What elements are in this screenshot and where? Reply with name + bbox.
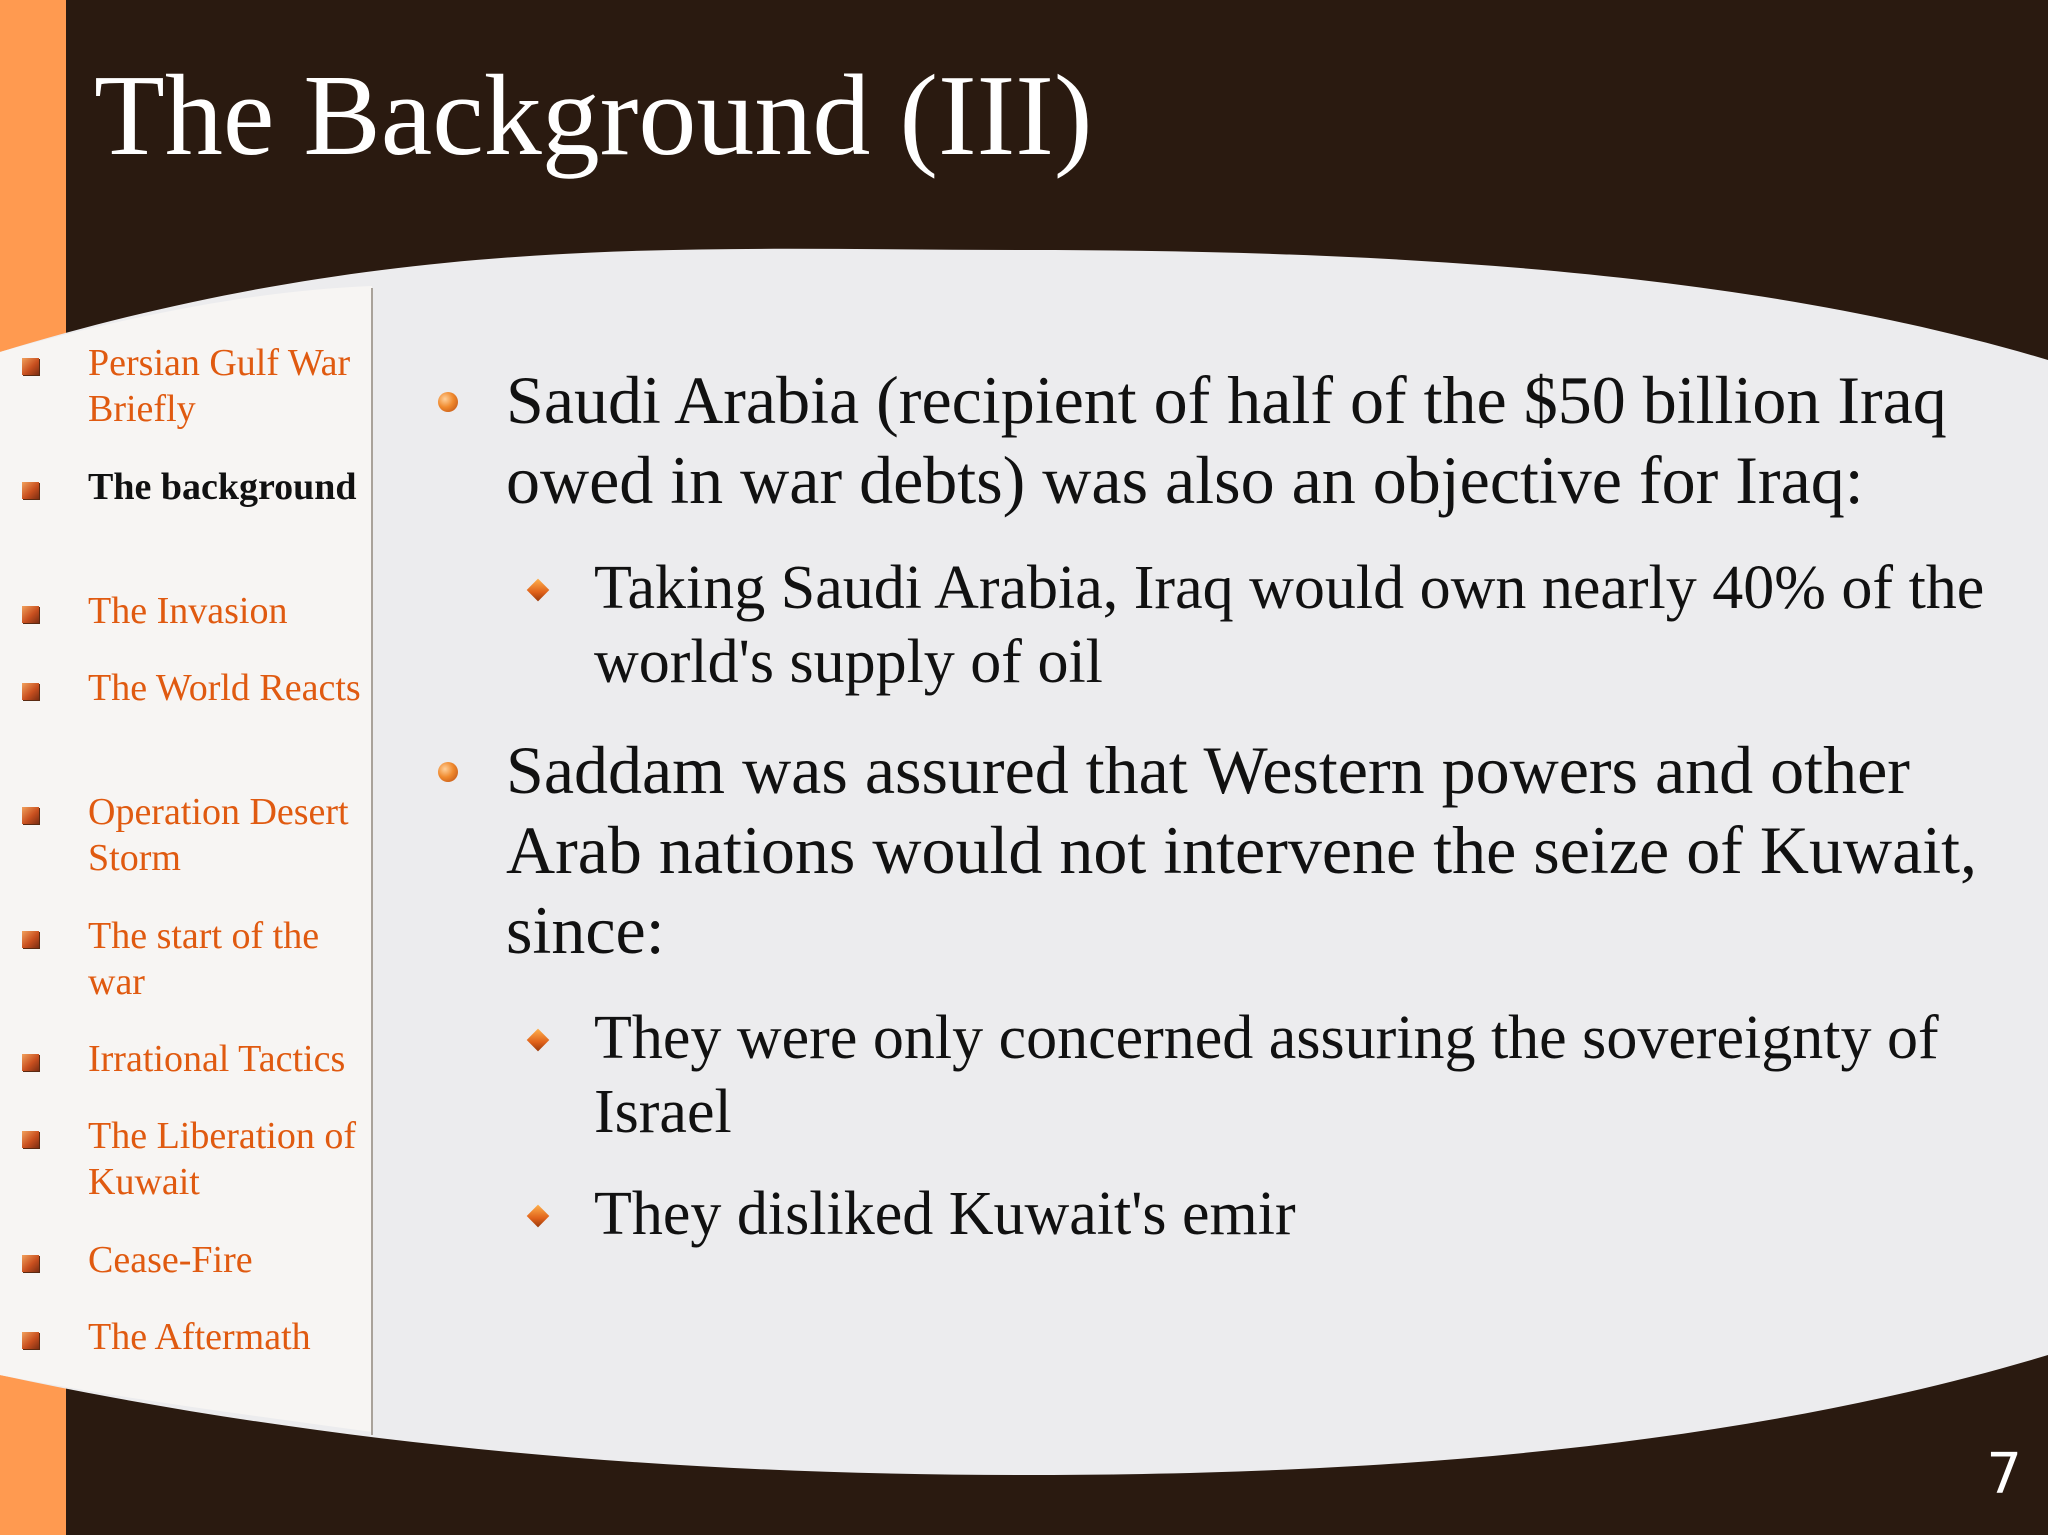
nav-item-label[interactable]: The Invasion: [88, 590, 288, 632]
nav-item-label[interactable]: The World Reacts: [88, 667, 361, 709]
nav-item-label[interactable]: Persian Gulf War Briefly: [88, 342, 351, 430]
nav-item-label[interactable]: The background: [88, 466, 357, 508]
square-bullet-icon: [22, 807, 39, 824]
nav-item-label[interactable]: The Liberation of Kuwait: [88, 1115, 357, 1203]
page-title: The Background (III): [94, 52, 1093, 180]
square-bullet-icon: [22, 358, 39, 375]
orange-dot-bullet-icon: [438, 762, 458, 782]
sub-bullet-point: They were only concerned assuring the sovereignty of Israel: [594, 1004, 1939, 1146]
square-bullet-icon: [22, 683, 39, 700]
square-bullet-icon: [22, 1255, 39, 1272]
nav-item-label[interactable]: The start of the war: [88, 915, 320, 1003]
sub-bullet-point: They disliked Kuwait's emir: [594, 1180, 1296, 1248]
nav-item-label[interactable]: Irrational Tactics: [88, 1038, 346, 1080]
square-bullet-icon: [22, 482, 39, 499]
orange-dot-bullet-icon: [438, 392, 458, 412]
nav-sidebar: [0, 0, 372, 1535]
square-bullet-icon: [22, 931, 39, 948]
sub-bullet-point: Taking Saudi Arabia, Iraq would own nearly 40% of the world's supply of oil: [594, 554, 1985, 696]
nav-item-label[interactable]: The Aftermath: [88, 1316, 311, 1358]
square-bullet-icon: [22, 1131, 39, 1148]
square-bullet-icon: [22, 1054, 39, 1071]
slide-number: 7: [1986, 1442, 2022, 1507]
bullet-point: Saddam was assured that Western powers and other Arab nations would not intervene the seize of Kuwait, since:: [506, 732, 1978, 968]
bullet-point: Saudi Arabia (recipient of half of the $50 billion Iraq owed in war debts) was also an objective for Iraq:: [506, 362, 1947, 518]
square-bullet-icon: [22, 1332, 39, 1349]
square-bullet-icon: [22, 606, 39, 623]
nav-item-label[interactable]: Cease-Fire: [88, 1239, 253, 1281]
nav-item-label[interactable]: Operation Desert Storm: [88, 791, 349, 879]
